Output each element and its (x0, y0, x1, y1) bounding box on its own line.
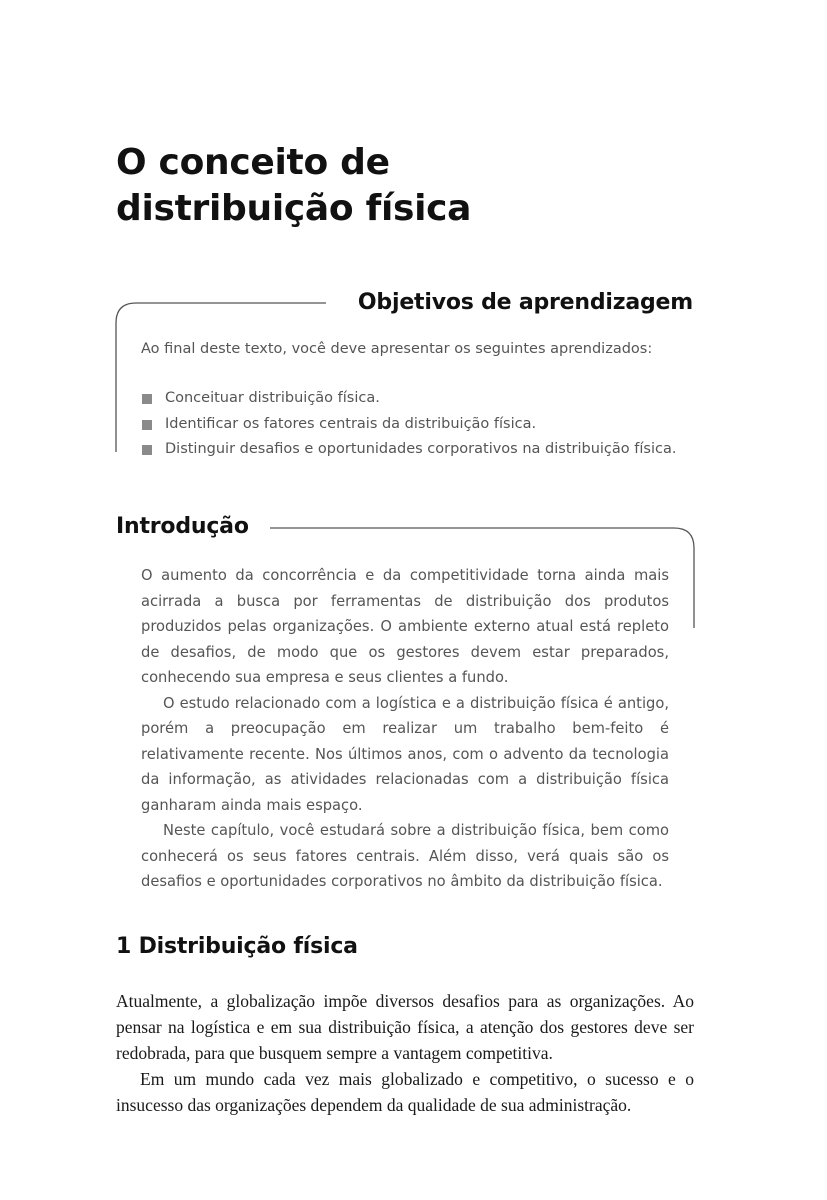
square-bullet-icon (142, 420, 152, 430)
chapter-title (116, 140, 736, 232)
introduction-heading: Introdução (116, 514, 249, 539)
objective-item (141, 386, 676, 412)
section-paragraph: Atualmente, a globalização impõe diversos desafios para as organizações. Ao pensar na logística e em sua distribuição física, a atenção dos gestores deve ser redobrada, para que busquem sempre a vantagem competitiva. (116, 991, 694, 1063)
introduction-paragraph: O aumento da concorrência e da competitividade torna ainda mais acirrada a busca por ferramentas de distribuição dos produtos produzidos pelas organizações. O ambiente externo atual está repleto de desafios, de modo que os gestores devem estar preparados, conhecendo sua empresa e seus clientes a fundo. (141, 567, 669, 686)
objective-item-text: Identificar os fatores centrais da distribuição física. (165, 415, 537, 432)
chapter-title-line: O conceito de (116, 142, 390, 183)
objectives-list (141, 386, 676, 463)
objective-item-text: Distinguir desafios e oportunidades corporativos na distribuição física. (165, 441, 677, 457)
chapter-title-line: distribuição física (116, 188, 472, 229)
section-heading: 1 Distribuição física (116, 934, 358, 959)
objective-item-text: Conceituar distribuição física. (165, 390, 380, 406)
objective-item (141, 412, 676, 438)
section-paragraph: Em um mundo cada vez mais globalizado e competitivo, o sucesso e o insucesso das organizações dependem da qualidade de sua administração. (116, 1069, 694, 1115)
objective-item (141, 437, 676, 463)
objectives-intro: Ao final deste texto, você deve apresentar os seguintes aprendizados: (141, 341, 653, 357)
square-bullet-icon (142, 445, 152, 455)
introduction-paragraph: Neste capítulo, você estudará sobre a distribuição física, bem como conhecerá os seus fatores centrais. Além disso, verá quais são os desafios e oportunidades corporativos no âmbito da distribuição física. (141, 822, 669, 890)
square-bullet-icon (142, 394, 152, 404)
objectives-heading: Objetivos de aprendizagem (357, 290, 693, 315)
introduction-body (141, 563, 669, 895)
section-body (116, 988, 694, 1118)
introduction-paragraph: O estudo relacionado com a logística e a distribuição física é antigo, porém a preocupação em realizar um trabalho bem-feito é relativamente recente. Nos últimos anos, com o advento da tecnologia da informação, as atividades relacionadas com a distribuição física ganharam ainda mais espaço. (141, 694, 669, 814)
